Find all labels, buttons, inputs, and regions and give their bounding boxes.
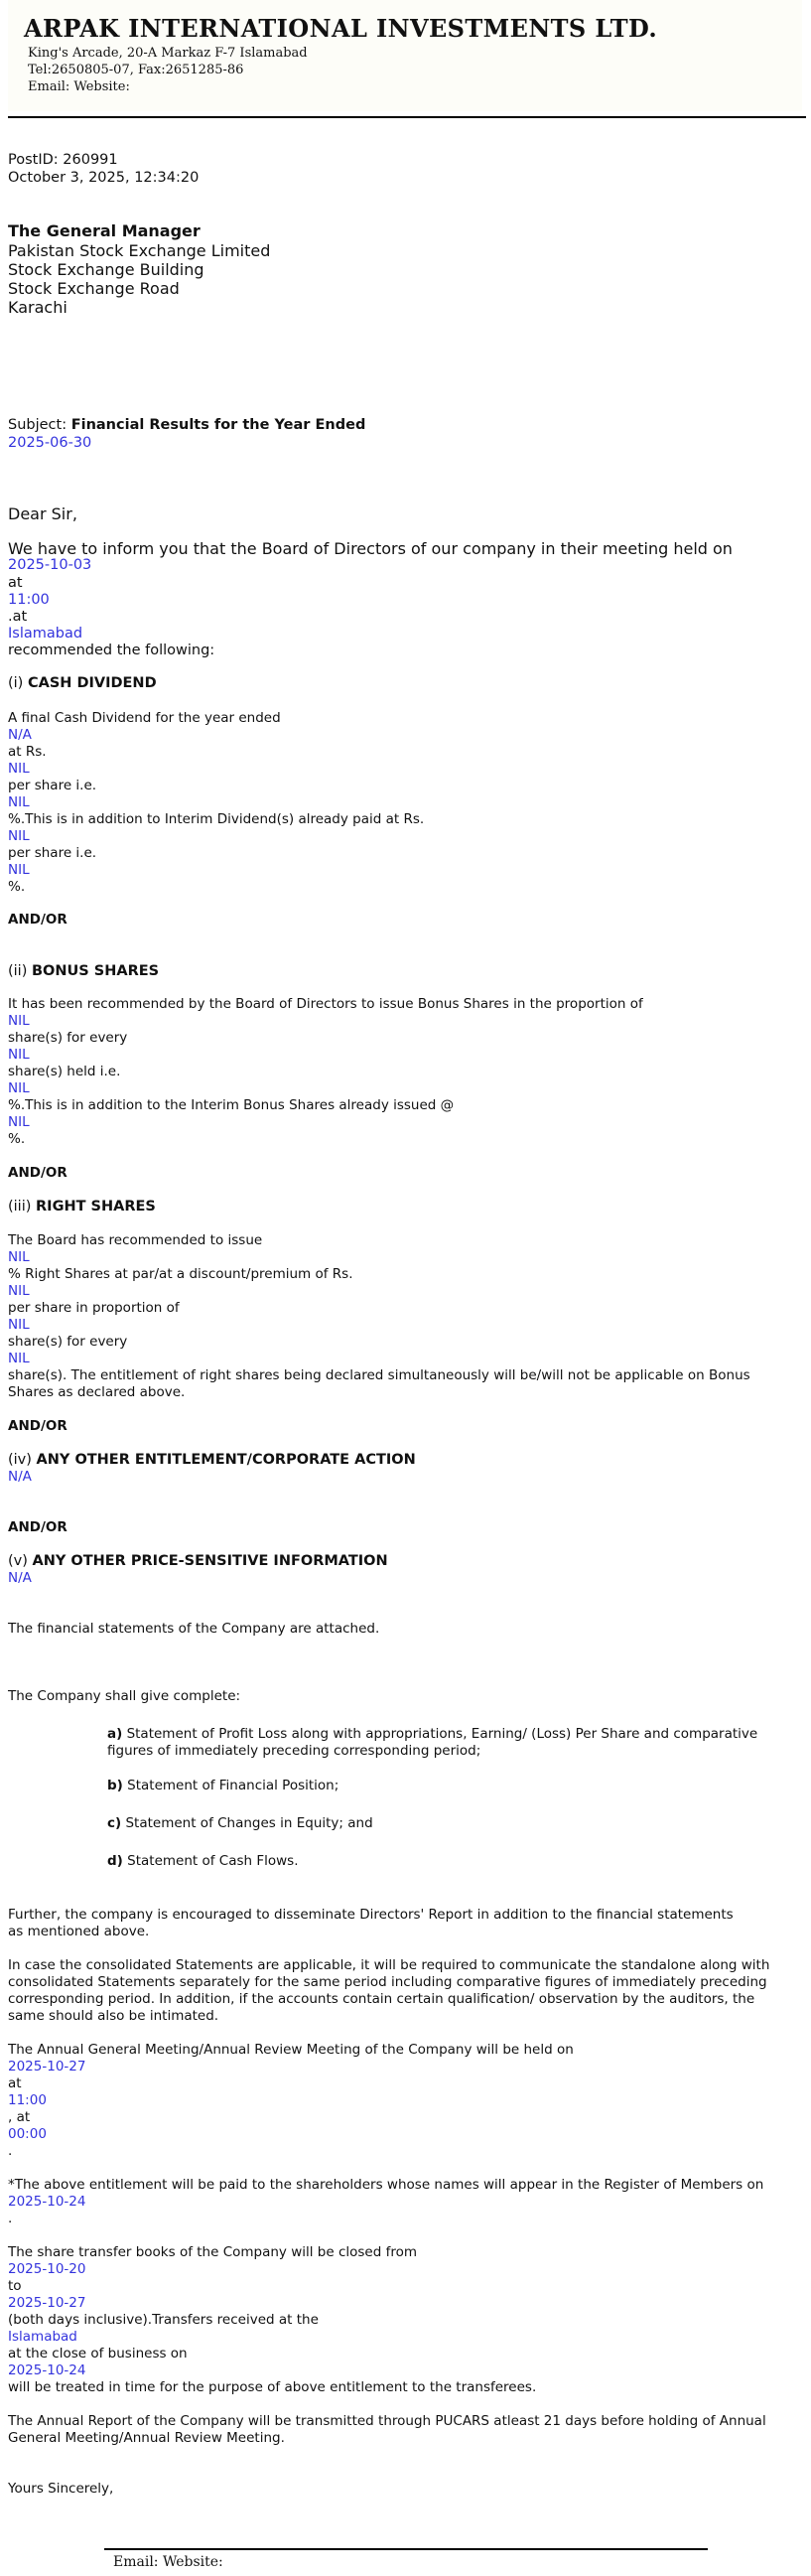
section-index: (ii) [8, 963, 32, 979]
cash-dividend-line: A final Cash Dividend for the year ended [8, 710, 281, 726]
footer-email-website: Email: Website: [113, 2554, 223, 2570]
consolidated-line: In case the consolidated Statements are applicable, it will be required to communicate the standalone along with [8, 1957, 770, 1973]
right-shares-line: per share in proportion of [8, 1300, 180, 1316]
right-shares-line: share(s). The entitlement of right shares being declared simultaneously will be/will not be applicable on Bonus [8, 1367, 750, 1383]
right-shares-value: NIL [8, 1283, 30, 1299]
statement-item-b [107, 1778, 338, 1793]
book-closure-place: Islamabad [8, 2329, 77, 2345]
recipient-title: The General Manager [8, 221, 201, 240]
statement-text: Statement of Financial Position; [122, 1778, 339, 1793]
book-closure-from: 2025-10-20 [8, 2261, 86, 2277]
statement-item-c [107, 1815, 373, 1831]
subject-text: Financial Results for the Year Ended [70, 417, 366, 433]
subject [8, 417, 365, 433]
right-shares-line: The Board has recommended to issue [8, 1232, 263, 1248]
post-id: PostID: 260991 [8, 152, 118, 168]
book-closure-line: The share transfer books of the Company will be closed from [8, 2244, 418, 2260]
agm-time: 11:00 [8, 2092, 47, 2108]
agm-place: 00:00 [8, 2126, 47, 2142]
statement-item-a-cont: figures of immediately preceding corresponding period; [107, 1743, 481, 1759]
book-closure-line: at the close of business on [8, 2346, 188, 2361]
bonus-shares-value: NIL [8, 1080, 30, 1096]
agm-date: 2025-10-27 [8, 2059, 86, 2075]
interim-dividend-percent: NIL [8, 862, 30, 878]
complete-intro: The Company shall give complete: [8, 1688, 241, 1704]
company-name: ARPAK INTERNATIONAL INVESTMENTS LTD. [24, 14, 658, 43]
statement-label: d) [107, 1853, 123, 1869]
cash-dividend-heading [8, 675, 157, 691]
directors-report-line: as mentioned above. [8, 1924, 150, 1939]
company-phone-fax: Tel:2650805-07, Fax:2651285-86 [28, 63, 244, 77]
statement-item-a [107, 1726, 757, 1742]
cash-dividend-line: %.This is in addition to Interim Dividend(s) already paid at Rs. [8, 811, 425, 827]
bonus-shares-value: NIL [8, 1114, 30, 1130]
meeting-time: 11:00 [8, 592, 50, 608]
right-shares-heading [8, 1199, 156, 1215]
interim-dividend-rate: NIL [8, 828, 30, 844]
bonus-shares-value: NIL [8, 1013, 30, 1029]
recipient-line-1: Pakistan Stock Exchange Limited [8, 241, 271, 260]
cash-dividend-percent: NIL [8, 794, 30, 810]
meeting-at-label: at [8, 575, 23, 591]
agm-end: . [8, 2143, 13, 2159]
right-shares-line: % Right Shares at par/at a discount/premium of Rs. [8, 1266, 353, 1282]
recipient-line-2: Stock Exchange Building [8, 260, 204, 279]
meeting-at-place-label: .at [8, 609, 28, 625]
footer-divider [104, 2548, 708, 2550]
meeting-date: 2025-10-03 [8, 557, 92, 573]
statement-text: Statement of Profit Loss along with appropriations, Earning/ (Loss) Per Share and comparative [122, 1726, 758, 1742]
statement-label: c) [107, 1815, 122, 1831]
right-shares-value: NIL [8, 1351, 30, 1366]
right-shares-value: NIL [8, 1317, 30, 1333]
statement-label: a) [107, 1726, 123, 1742]
consolidated-line: same should also be intimated. [8, 2008, 219, 2024]
annual-report-line: The Annual Report of the Company will be transmitted through PUCARS atleast 21 days before holding of Annual [8, 2413, 766, 2429]
cash-dividend-line: %. [8, 879, 26, 895]
agm-at-label-2: , at [8, 2109, 31, 2125]
section-index: (i) [8, 675, 28, 691]
subject-date: 2025-06-30 [8, 435, 92, 451]
price-sensitive-heading [8, 1553, 388, 1569]
meeting-place: Islamabad [8, 626, 83, 642]
agm-line: The Annual General Meeting/Annual Review Meeting of the Company will be held on [8, 2042, 574, 2058]
section-index: (v) [8, 1553, 33, 1569]
bonus-shares-line: share(s) for every [8, 1030, 128, 1046]
section-heading: BONUS SHARES [31, 963, 160, 979]
bonus-shares-line: %.This is in addition to the Interim Bonus Shares already issued @ [8, 1097, 455, 1113]
directors-report-line: Further, the company is encouraged to disseminate Directors' Report in addition to the financial statements [8, 1907, 734, 1923]
post-datetime: October 3, 2025, 12:34:20 [8, 170, 200, 186]
right-shares-line: Shares as declared above. [8, 1384, 186, 1400]
cash-dividend-line: per share i.e. [8, 845, 97, 861]
price-sensitive-value: N/A [8, 1570, 32, 1586]
section-heading: ANY OTHER PRICE-SENSITIVE INFORMATION [32, 1553, 388, 1569]
section-heading: RIGHT SHARES [36, 1199, 156, 1215]
company-address: King's Arcade, 20-A Markaz F-7 Islamabad [28, 46, 308, 61]
statements-attached: The financial statements of the Company are attached. [8, 1621, 380, 1637]
bonus-shares-heading [8, 963, 159, 979]
bonus-shares-value: NIL [8, 1047, 30, 1063]
entitlement-end: . [8, 2211, 13, 2226]
statement-label: b) [107, 1778, 123, 1793]
subject-label: Subject: [8, 417, 71, 433]
book-closure-to: 2025-10-27 [8, 2295, 86, 2311]
consolidated-line: corresponding period. In addition, if the accounts contain certain qualification/ observation by the auditors, the [8, 1991, 755, 2007]
other-entitlement-value: N/A [8, 1469, 32, 1485]
section-index: (iii) [8, 1199, 37, 1215]
book-closure-line: will be treated in time for the purpose of above entitlement to the transferees. [8, 2379, 537, 2395]
meeting-recommended: recommended the following: [8, 643, 215, 658]
cash-dividend-rate: NIL [8, 761, 30, 777]
statement-text: Statement of Cash Flows. [122, 1853, 299, 1869]
andor-label: AND/OR [8, 1165, 68, 1181]
andor-label: AND/OR [8, 1519, 68, 1535]
company-email-website: Email: Website: [28, 79, 130, 94]
agm-at-label: at [8, 2075, 22, 2091]
right-shares-line: share(s) for every [8, 1334, 128, 1350]
bonus-shares-line: %. [8, 1131, 26, 1147]
entitlement-date: 2025-10-24 [8, 2194, 86, 2210]
book-closure-date: 2025-10-24 [8, 2362, 86, 2378]
annual-report-line: General Meeting/Annual Review Meeting. [8, 2430, 285, 2446]
bonus-shares-line: share(s) held i.e. [8, 1064, 121, 1079]
cash-dividend-line: at Rs. [8, 744, 47, 760]
header-divider [8, 116, 806, 118]
book-closure-to-label: to [8, 2278, 22, 2294]
book-closure-line: (both days inclusive).Transfers received at the [8, 2312, 319, 2328]
right-shares-value: NIL [8, 1249, 30, 1265]
meeting-intro: We have to inform you that the Board of Directors of our company in their meeting held on [8, 539, 733, 558]
cash-dividend-period: N/A [8, 727, 32, 743]
section-heading: ANY OTHER ENTITLEMENT/CORPORATE ACTION [36, 1452, 416, 1468]
andor-label: AND/OR [8, 1418, 68, 1434]
section-heading: CASH DIVIDEND [27, 675, 157, 691]
cash-dividend-line: per share i.e. [8, 778, 97, 793]
statement-text: Statement of Changes in Equity; and [121, 1815, 373, 1831]
entitlement-note: *The above entitlement will be paid to the shareholders whose names will appear in the Register of Members on [8, 2177, 764, 2193]
closing: Yours Sincerely, [8, 2481, 114, 2497]
recipient-line-3: Stock Exchange Road [8, 279, 180, 298]
statement-item-d [107, 1853, 299, 1869]
other-entitlement-heading [8, 1452, 416, 1468]
section-index: (iv) [8, 1452, 37, 1468]
bonus-shares-line: It has been recommended by the Board of Directors to issue Bonus Shares in the proportion of [8, 996, 643, 1012]
andor-label: AND/OR [8, 912, 68, 928]
salutation: Dear Sir, [8, 504, 77, 523]
consolidated-line: consolidated Statements separately for the same period including comparative figures of immediately preceding [8, 1974, 767, 1990]
recipient-line-4: Karachi [8, 298, 68, 317]
